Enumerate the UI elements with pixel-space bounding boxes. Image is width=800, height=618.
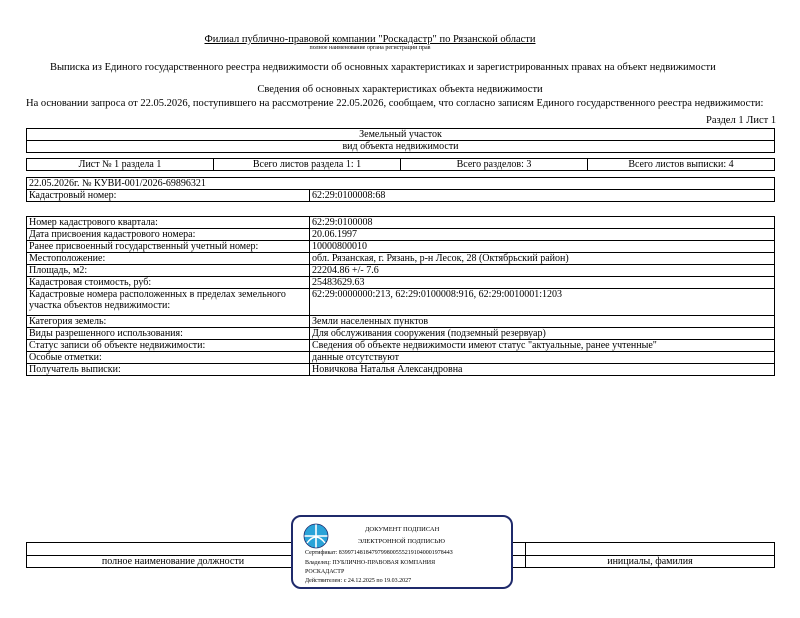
row-label: Особые отметки: xyxy=(27,352,310,364)
name-caption: инициалы, фамилия xyxy=(607,556,693,567)
total-sheets: Всего листов выписки: 4 xyxy=(588,159,775,171)
section-sheet: Раздел 1 Лист 1 xyxy=(706,115,777,126)
row-label: Получатель выписки: xyxy=(27,364,310,376)
row-value: Сведения об объекте недвижимости имеют статус "актуальные, ранее учтенные" xyxy=(310,340,775,352)
stamp-line1: ДОКУМЕНТ ПОДПИСАН xyxy=(365,526,440,533)
table-row xyxy=(27,229,775,241)
object-type: Земельный участок xyxy=(27,129,775,141)
rosreestr-logo-icon xyxy=(303,523,329,549)
cadastral-label: Кадастровый номер: xyxy=(27,190,310,202)
e-signature-stamp xyxy=(291,515,513,589)
table-row xyxy=(27,340,775,352)
object-type-caption: вид объекта недвижимости xyxy=(27,141,775,153)
record-table xyxy=(26,177,775,202)
row-value: Для обслуживания сооружения (подземный резервуар) xyxy=(310,328,775,340)
sheet-number: Лист № 1 раздела 1 xyxy=(27,159,214,171)
position-caption: полное наименование должности xyxy=(101,556,245,567)
basis-text: На основании запроса от 22.05.2026, поступившего на рассмотрение 22.05.2026, сообщаем, что согласно записям Единого государственного реестра недвижимости: xyxy=(26,98,764,109)
row-label: Дата присвоения кадастрового номера: xyxy=(27,229,310,241)
row-label: Категория земель: xyxy=(27,316,310,328)
table-row xyxy=(27,265,775,277)
row-label: Номер кадастрового квартала: xyxy=(27,217,310,229)
total-sections: Всего разделов: 3 xyxy=(401,159,588,171)
row-value: 62:29:0100008 xyxy=(310,217,775,229)
table-row xyxy=(27,241,775,253)
sheets-table xyxy=(26,158,775,171)
row-value: 25483629.63 xyxy=(310,277,775,289)
org-name: Филиал публично-правовой компании "Роскадастр" по Рязанской области xyxy=(204,34,536,45)
table-row xyxy=(27,253,775,265)
row-value: 22204.86 +/- 7.6 xyxy=(310,265,775,277)
table-row xyxy=(27,328,775,340)
stamp-validity: Действителен: с 24.12.2025 по 19.03.2027 xyxy=(305,578,412,584)
row-label: Статус записи об объекте недвижимости: xyxy=(27,340,310,352)
row-value: Новичкова Наталья Александровна xyxy=(310,364,775,376)
row-label: Местоположение: xyxy=(27,253,310,265)
record-number: 22.05.2026г. № КУВИ-001/2026-69896321 xyxy=(27,178,775,190)
table-row xyxy=(27,352,775,364)
characteristics-table xyxy=(26,216,775,376)
stamp-certificate: Сертификат: 8399714818479799800555219104000197844З xyxy=(305,550,453,556)
row-label: Виды разрешенного использования: xyxy=(27,328,310,340)
stamp-line2: ЭЛЕКТРОННОЙ ПОДПИСЬЮ xyxy=(358,538,445,545)
table-row xyxy=(27,289,775,316)
cadastral-value: 62:29:0100008:68 xyxy=(310,190,775,202)
row-value: обл. Рязанская, г. Рязань, р-н Лесок, 28 (Октябрьский район) xyxy=(310,253,775,265)
table-row xyxy=(27,217,775,229)
row-label: Ранее присвоенный государственный учетный номер: xyxy=(27,241,310,253)
total-section-sheets: Всего листов раздела 1: 1 xyxy=(214,159,401,171)
row-label: Кадастровые номера расположенных в пределах земельного участка объектов недвижимости: xyxy=(27,289,310,316)
section-title: Сведения об основных характеристиках объекта недвижимости xyxy=(257,84,543,95)
row-label: Кадастровая стоимость, руб: xyxy=(27,277,310,289)
extract-title: Выписка из Единого государственного реестра недвижимости об основных характеристиках и зарегистрированных правах на объект недвижимости xyxy=(50,62,716,73)
table-row xyxy=(27,316,775,328)
table-row xyxy=(27,364,775,376)
row-value: 20.06.1997 xyxy=(310,229,775,241)
row-value: 10000800010 xyxy=(310,241,775,253)
stamp-owner: Владелец: ПУБЛИЧНО-ПРАВОВАЯ КОМПАНИЯ xyxy=(305,560,436,566)
row-label: Площадь, м2: xyxy=(27,265,310,277)
org-caption: полное наименование органа регистрации прав xyxy=(309,45,431,51)
row-value: Земли населенных пунктов xyxy=(310,316,775,328)
row-value: 62:29:0000000:213, 62:29:0100008:916, 62:29:0010001:1203 xyxy=(310,289,775,316)
row-value: данные отсутствуют xyxy=(310,352,775,364)
table-row xyxy=(27,277,775,289)
object-type-table xyxy=(26,128,775,153)
stamp-owner2: РОСКАДАСТР xyxy=(305,569,345,575)
